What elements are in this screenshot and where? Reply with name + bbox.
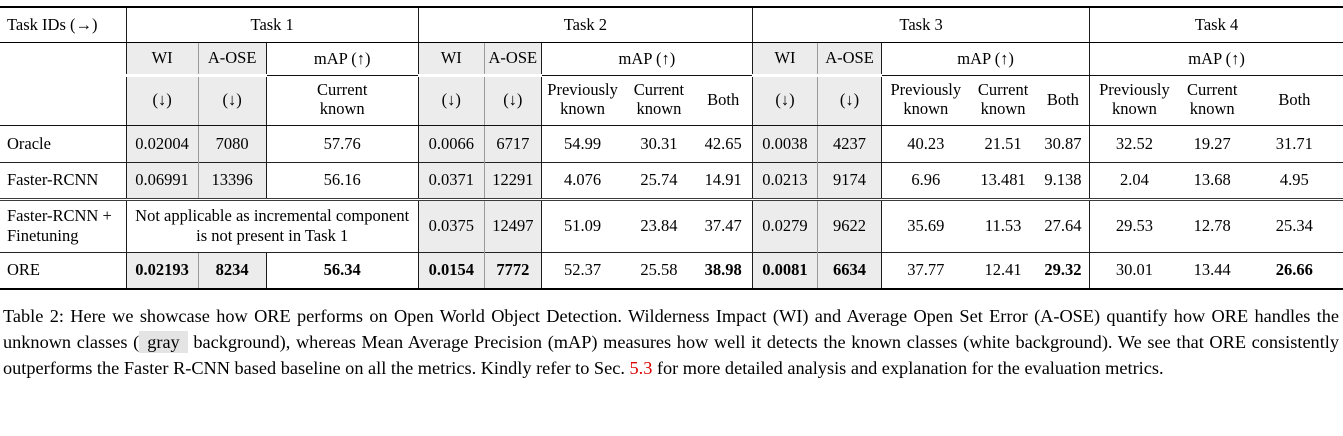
aose-value: 6634	[818, 252, 882, 289]
wi-header: WI	[752, 42, 817, 75]
wi-value: 0.02193	[126, 252, 198, 289]
subheader-row	[0, 75, 1343, 125]
map-value: 11.53	[970, 199, 1037, 252]
map-value: 57.76	[266, 125, 418, 162]
map-header: mAP (↑)	[266, 42, 418, 75]
down-arrow-header: (↓)	[126, 75, 198, 125]
map-value: 30.87	[1044, 133, 1082, 153]
map-value: 12.41	[970, 252, 1037, 289]
wi-value: 0.06991	[126, 162, 198, 199]
map-value: 25.58	[623, 252, 694, 289]
map-value: 23.84	[623, 199, 694, 252]
aose-value: 9174	[818, 162, 882, 199]
both-header: Both	[1246, 75, 1343, 125]
empty-cell	[0, 42, 126, 75]
table-row	[0, 199, 1343, 252]
prev-known-header: Previously known	[882, 75, 970, 125]
wi-value: 0.02004	[126, 125, 198, 162]
na-note-cell: Not applicable as incremental component is not present in Task 1	[126, 199, 418, 252]
wi-header: WI	[418, 42, 484, 75]
map-value: 35.69	[882, 199, 970, 252]
task-3-header: Task 3	[752, 7, 1089, 42]
map-value: 37.77	[882, 252, 970, 289]
map-value: 52.37	[541, 252, 623, 289]
aose-value: 6717	[484, 125, 541, 162]
empty-cell	[0, 75, 126, 125]
prev-known-header: Previously known	[1090, 75, 1179, 125]
map-value: 13.481	[970, 162, 1037, 199]
map-value: 42.65	[704, 133, 742, 153]
map-value: 21.51	[984, 133, 1022, 153]
wi-header: WI	[126, 42, 198, 75]
aose-value: 7080	[198, 125, 266, 162]
task-4-header: Task 4	[1090, 7, 1343, 42]
wi-value: 0.0154	[418, 252, 484, 289]
caption-middle: background), whereas Mean Average Precision (mAP) measures how well it detects the known classes (white background). We see that ORE consistently outperforms the Faster R-CNN based baseline on all the metrics. Kindly refer to Sec.	[3, 331, 1339, 378]
down-arrow-header: (↓)	[752, 75, 817, 125]
table-row	[0, 252, 1343, 289]
map-header: mAP (↑)	[882, 42, 1090, 75]
task-1-header: Task 1	[126, 7, 418, 42]
down-arrow-header: (↓)	[198, 75, 266, 125]
map-value: 19.27	[1193, 133, 1231, 153]
map-value: 56.34	[266, 252, 418, 289]
map-value: 40.23	[882, 125, 970, 162]
aose-value: 13396	[198, 162, 266, 199]
caption-prefix: Table 2: Here we showcase how ORE performs on Open World Object Detection. Wilderness Impact (WI) and Average Open Set Error (A-OSE) quantify how ORE handles the unknown classes (	[3, 306, 1339, 352]
map-header: mAP (↑)	[1090, 42, 1343, 75]
map-value: 6.96	[882, 162, 970, 199]
corner-cell: Task IDs (→)	[0, 7, 126, 42]
map-value: 9.138	[1037, 162, 1090, 199]
map-value: 4.076	[541, 162, 623, 199]
table-row	[0, 125, 1343, 162]
aose-value: 9622	[818, 199, 882, 252]
cur-known-header	[266, 75, 418, 125]
down-arrow-header: (↓)	[818, 75, 882, 125]
gray-highlight: gray	[139, 331, 187, 353]
map-value: 14.91	[694, 162, 752, 199]
map-value: 31.71	[1275, 133, 1313, 153]
map-value: 29.53	[1090, 199, 1179, 252]
aose-header: A-OSE	[484, 42, 541, 75]
map-value: 29.32	[1037, 252, 1090, 289]
caption-suffix: for more detailed analysis and explanation for the evaluation metrics.	[652, 357, 1164, 378]
both-header: Both	[694, 75, 752, 125]
both-header: Both	[1037, 75, 1090, 125]
cur-known-header: Current known	[623, 75, 694, 125]
map-value: 12.78	[1179, 199, 1246, 252]
wi-value: 0.0371	[418, 162, 484, 199]
aose-value: 4237	[818, 125, 882, 162]
aose-value: 7772	[484, 252, 541, 289]
results-table	[0, 6, 1343, 290]
map-value: 37.47	[694, 199, 752, 252]
wi-value: 0.0375	[418, 199, 484, 252]
prev-known-header: Previously known	[541, 75, 623, 125]
map-value: 38.98	[694, 252, 752, 289]
wi-value: 0.0213	[752, 162, 817, 199]
aose-value: 8234	[198, 252, 266, 289]
map-value: 4.95	[1246, 162, 1343, 199]
cur-known-label: Current known	[317, 80, 368, 118]
aose-value: 12497	[484, 199, 541, 252]
section-ref-link[interactable]: 5.3	[629, 357, 653, 378]
wi-value: 0.0279	[752, 199, 817, 252]
map-value: 13.68	[1179, 162, 1246, 199]
aose-value: 12291	[484, 162, 541, 199]
map-value: 30.01	[1090, 252, 1179, 289]
aose-header: A-OSE	[818, 42, 882, 75]
map-value: 32.52	[1090, 125, 1179, 162]
map-value: 51.09	[541, 199, 623, 252]
table-row	[0, 162, 1343, 199]
method-label: Faster-RCNN + Finetuning	[0, 199, 126, 252]
wi-value: 0.0038	[752, 125, 817, 162]
map-value: 25.74	[623, 162, 694, 199]
map-value: 30.31	[640, 133, 678, 153]
down-arrow-header: (↓)	[484, 75, 541, 125]
method-label: Oracle	[7, 133, 51, 153]
cur-known-header: Current known	[1179, 75, 1246, 125]
wi-value: 0.0066	[418, 125, 484, 162]
method-label: Faster-RCNN	[0, 162, 126, 199]
cur-known-header: Current known	[970, 75, 1037, 125]
map-value: 13.44	[1179, 252, 1246, 289]
map-value: 54.99	[541, 125, 623, 162]
map-value: 26.66	[1246, 252, 1343, 289]
map-value: 56.16	[266, 162, 418, 199]
method-label: ORE	[0, 252, 126, 289]
aose-header: A-OSE	[198, 42, 266, 75]
task-header-row	[0, 7, 1343, 42]
metric-header-row	[0, 42, 1343, 75]
map-value: 2.04	[1090, 162, 1179, 199]
task-2-header: Task 2	[418, 7, 752, 42]
map-value: 25.34	[1246, 199, 1343, 252]
down-arrow-header: (↓)	[418, 75, 484, 125]
table-caption	[3, 304, 1339, 381]
map-header: mAP (↑)	[541, 42, 752, 75]
map-value: 27.64	[1037, 199, 1090, 252]
wi-value: 0.0081	[752, 252, 817, 289]
